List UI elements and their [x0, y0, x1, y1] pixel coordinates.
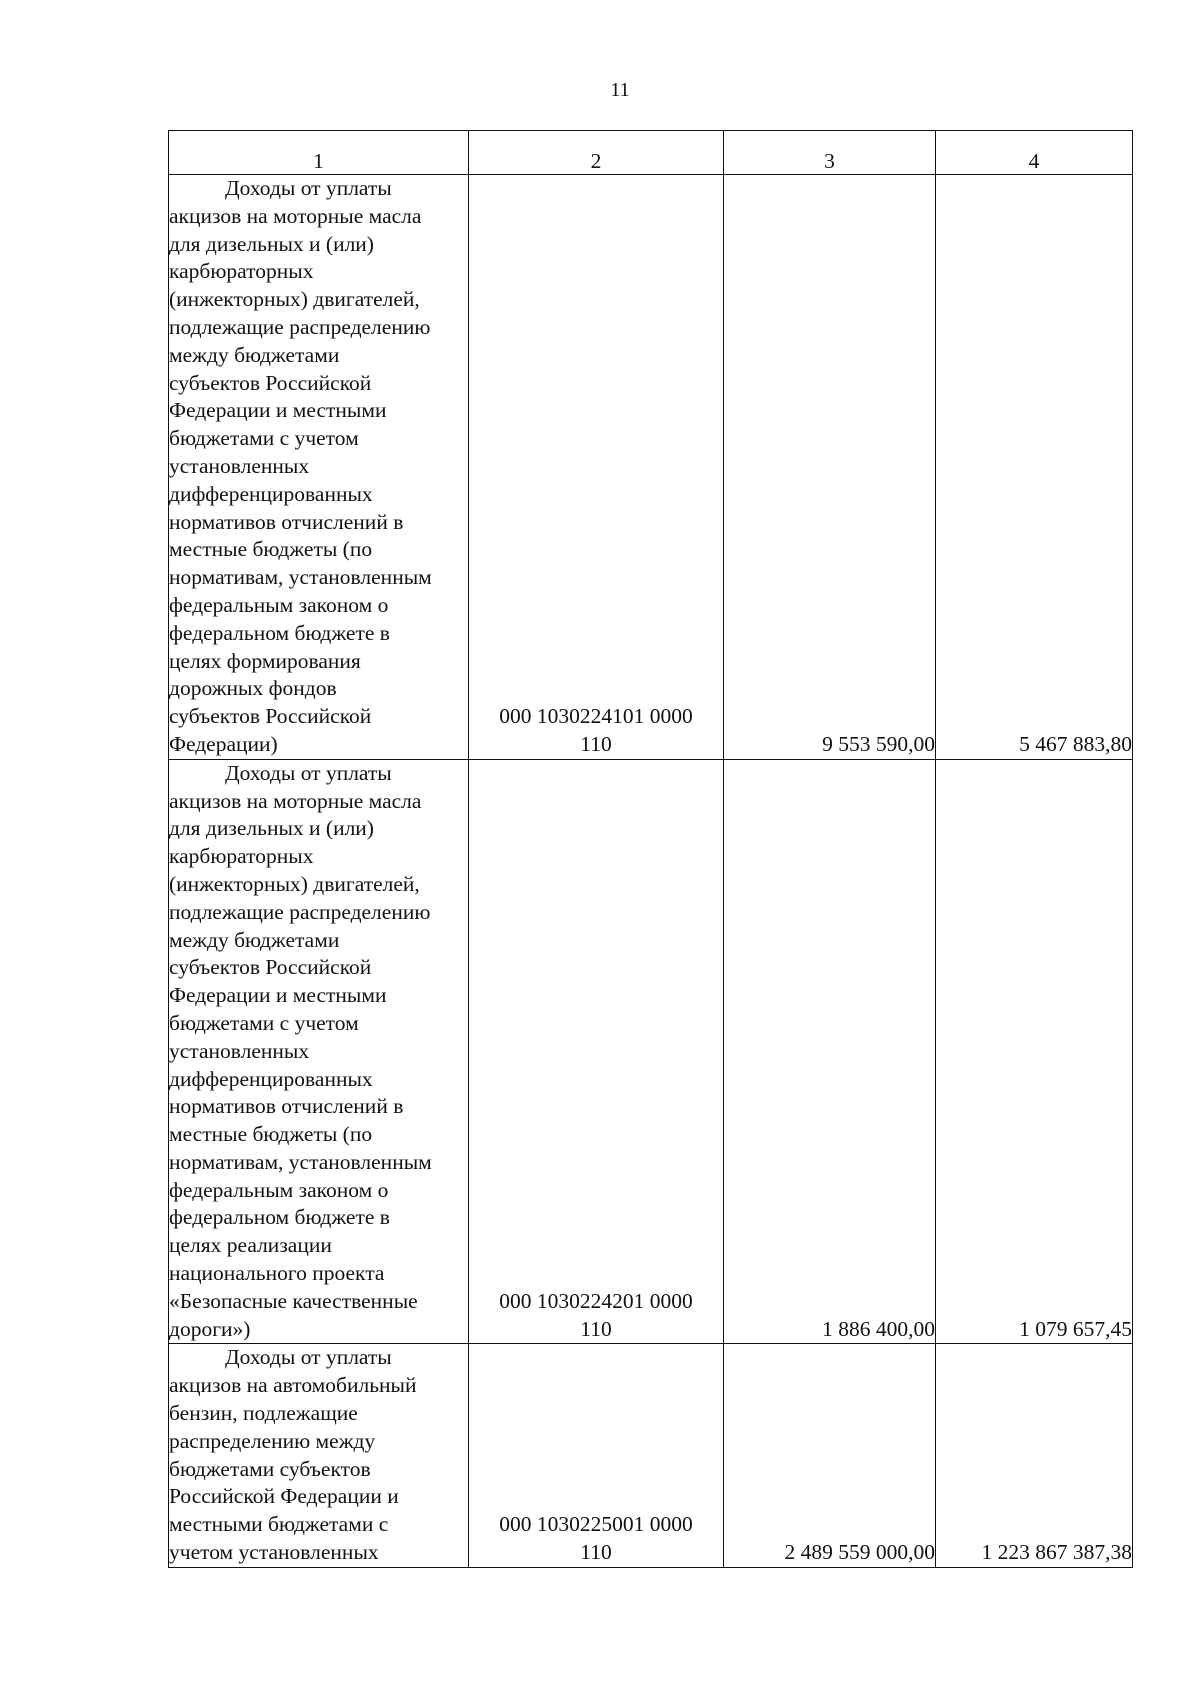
column-header-2: 2 [469, 131, 724, 175]
column-header-3: 3 [724, 131, 936, 175]
table-row [169, 175, 1133, 760]
actual-amount-cell: 1 079 657,45 [936, 759, 1133, 1344]
revenue-name-text: Доходы от уплаты акцизов на моторные масла для дизельных и (или) карбюраторных (инжекторных) двигателей, подлежащие распределению между бюджетами субъектов Российской Федерации и местными бюджетами с учетом установленных дифференцированных нормативов отчислений в местные бюджеты (по нормативам, установленным федеральным законом о федеральном бюджете в целях реализации национального проекта «Безопасные качественные дороги») [169, 760, 432, 1341]
column-header-1: 1 [169, 131, 469, 175]
budget-code-cell: 000 1030224201 0000 110 [469, 759, 724, 1344]
revenue-name-cell [169, 175, 469, 760]
actual-amount-cell: 1 223 867 387,38 [936, 1344, 1133, 1567]
plan-amount-cell: 1 886 400,00 [724, 759, 936, 1344]
actual-amount-cell: 5 467 883,80 [936, 175, 1133, 760]
table-row [169, 759, 1133, 1344]
revenue-name-cell [169, 759, 469, 1344]
budget-revenue-table [168, 130, 1133, 1568]
budget-code-cell: 000 1030224101 0000 110 [469, 175, 724, 760]
revenue-name-text: Доходы от уплаты акцизов на автомобильный бензин, подлежащие распределению между бюджетами субъектов Российской Федерации и местными бюджетами с учетом установленных [169, 1345, 417, 1565]
budget-code-cell: 000 1030225001 0000 110 [469, 1344, 724, 1567]
page-number: 11 [610, 79, 630, 101]
revenue-name-text: Доходы от уплаты акцизов на моторные масла для дизельных и (или) карбюраторных (инжекторных) двигателей, подлежащие распределению между бюджетами субъектов Российской Федерации и местными бюджетами с учетом установленных дифференцированных нормативов отчислений в местные бюджеты (по нормативам, установленным федеральным законом о федеральном бюджете в целях формирования дорожных фондов субъектов Российской Федерации) [169, 176, 432, 756]
plan-amount-cell: 9 553 590,00 [724, 175, 936, 760]
revenue-name-cell [169, 1344, 469, 1567]
table-row [169, 1344, 1133, 1567]
column-header-4: 4 [936, 131, 1133, 175]
table-header-row [169, 131, 1133, 175]
plan-amount-cell: 2 489 559 000,00 [724, 1344, 936, 1567]
